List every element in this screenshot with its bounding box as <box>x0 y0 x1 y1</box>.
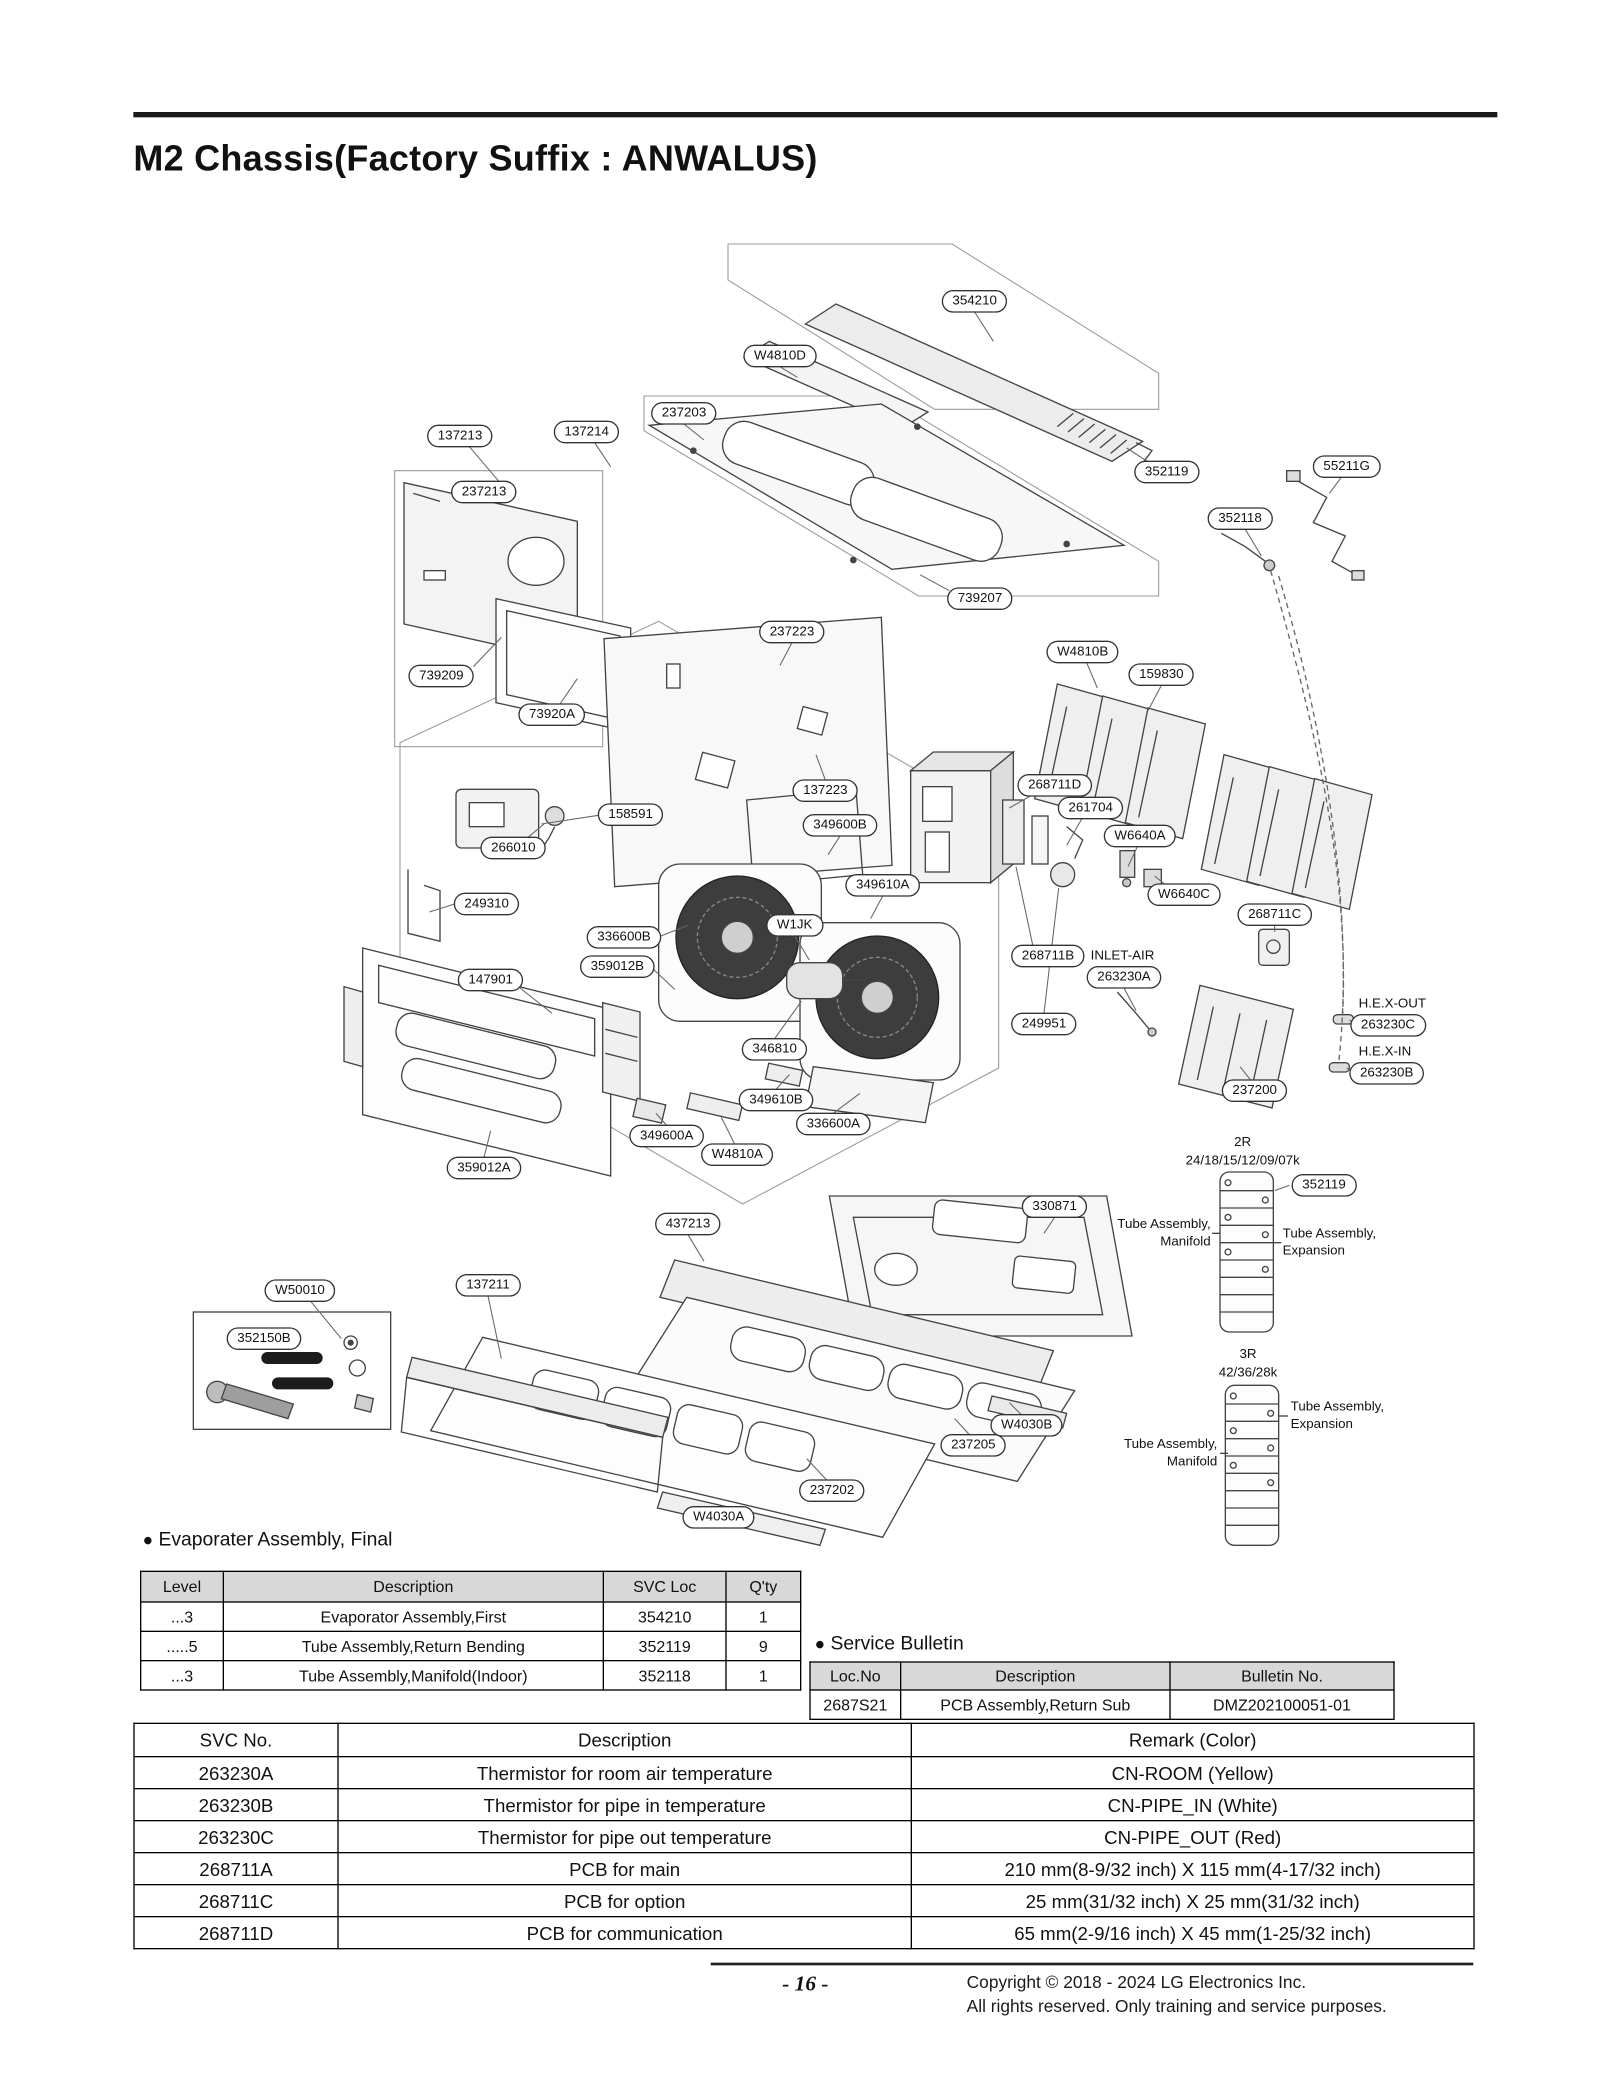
part-callout-268711B: 268711B <box>1011 945 1085 968</box>
table-cell: Thermistor for pipe in temperature <box>338 1789 911 1821</box>
table-cell: DMZ202100051-01 <box>1170 1690 1394 1719</box>
part-callout-W4810D: W4810D <box>743 345 816 368</box>
part-callout-354210: 354210 <box>942 290 1008 313</box>
diagram-label: 2R <box>1234 1135 1252 1150</box>
part-callout-137211: 137211 <box>456 1274 521 1297</box>
group-hardware-kit <box>193 1312 390 1429</box>
table-cell: 1 <box>726 1661 801 1690</box>
bullet-icon: ● <box>814 1633 826 1654</box>
table-cell: Evaporator Assembly,First <box>223 1602 603 1631</box>
group-control-parts <box>408 789 564 941</box>
table-cell: 352119 <box>603 1631 726 1660</box>
diagram-label: 3R <box>1239 1347 1257 1362</box>
page-title: M2 Chassis(Factory Suffix : ANWALUS) <box>133 138 818 179</box>
part-callout-W4810A: W4810A <box>701 1143 773 1166</box>
column-header: Loc.No <box>810 1662 901 1690</box>
part-callout-261704: 261704 <box>1058 797 1124 820</box>
column-header: Q'ty <box>726 1571 801 1602</box>
table-cell: 25 mm(31/32 inch) X 25 mm(31/32 inch) <box>911 1885 1474 1917</box>
table-cell: 210 mm(8-9/32 inch) X 115 mm(4-17/32 inch) <box>911 1853 1474 1885</box>
part-callout-137214: 137214 <box>554 421 620 444</box>
table-cell: CN-PIPE_IN (White) <box>911 1789 1474 1821</box>
evaporator-assembly-heading-text: Evaporater Assembly, Final <box>158 1529 393 1551</box>
column-header: Level <box>141 1571 224 1602</box>
part-callout-73920A: 73920A <box>518 703 585 726</box>
part-callout-147901: 147901 <box>458 969 524 992</box>
part-callout-263230A: 263230A <box>1087 966 1162 989</box>
part-callout-55211G: 55211G <box>1313 455 1381 478</box>
part-callout-359012B: 359012B <box>580 955 655 978</box>
table-cell: 268711D <box>134 1917 338 1949</box>
part-callout-268711D: 268711D <box>1017 774 1091 797</box>
bullet-icon: ● <box>142 1529 154 1550</box>
diagram-label: Tube Assembly, Expansion <box>1282 1226 1377 1259</box>
table-cell: PCB for option <box>338 1885 911 1917</box>
part-callout-266010: 266010 <box>480 837 546 860</box>
column-header: Description <box>338 1723 911 1756</box>
part-callout-W4030B: W4030B <box>990 1414 1062 1437</box>
table-cell: CN-PIPE_OUT (Red) <box>911 1821 1474 1853</box>
table-cell: ...3 <box>141 1661 224 1690</box>
part-callout-W1JK: W1JK <box>766 914 823 937</box>
table-cell: 268711C <box>134 1885 338 1917</box>
part-callout-346810: 346810 <box>742 1038 808 1061</box>
part-callout-237203: 237203 <box>651 402 717 425</box>
part-callout-352119: 352119 <box>1292 1174 1357 1197</box>
service-bulletin-heading-text: Service Bulletin <box>830 1633 964 1655</box>
page-number: - 16 - <box>782 1973 829 1996</box>
part-callout-336600A: 336600A <box>796 1113 871 1136</box>
part-callout-W4030A: W4030A <box>682 1506 754 1529</box>
part-callout-249951: 249951 <box>1011 1013 1077 1036</box>
table-cell: Tube Assembly,Manifold(Indoor) <box>223 1661 603 1690</box>
table-cell: 9 <box>726 1631 801 1660</box>
group-tube-assemblies <box>1212 1172 1288 1545</box>
part-callout-137223: 137223 <box>792 779 858 802</box>
part-callout-237200: 237200 <box>1222 1079 1288 1102</box>
group-left-panels <box>404 483 631 732</box>
part-callout-263230B: 263230B <box>1349 1062 1424 1085</box>
column-header: Bulletin No. <box>1170 1662 1394 1690</box>
part-callout-352118: 352118 <box>1208 507 1273 530</box>
part-callout-237213: 237213 <box>451 481 517 504</box>
part-callout-739207: 739207 <box>947 587 1013 610</box>
table-cell: 65 mm(2-9/16 inch) X 45 mm(1-25/32 inch) <box>911 1917 1474 1949</box>
table-cell: CN-ROOM (Yellow) <box>911 1757 1474 1789</box>
table-cell: .....5 <box>141 1631 224 1660</box>
part-callout-159830: 159830 <box>1128 663 1194 686</box>
part-callout-237202: 237202 <box>799 1479 865 1502</box>
table-cell: Tube Assembly,Return Bending <box>223 1631 603 1660</box>
part-callout-W50010: W50010 <box>264 1279 335 1302</box>
part-callout-W4810B: W4810B <box>1046 641 1118 664</box>
part-callout-W6640C: W6640C <box>1147 883 1220 906</box>
table-cell: Thermistor for room air temperature <box>338 1757 911 1789</box>
table-cell: PCB for communication <box>338 1917 911 1949</box>
part-callout-263230C: 263230C <box>1350 1014 1425 1037</box>
part-callout-352119: 352119 <box>1134 461 1199 484</box>
part-callout-W6640A: W6640A <box>1104 825 1176 848</box>
part-callout-137213: 137213 <box>427 425 493 448</box>
table-cell: ...3 <box>141 1602 224 1631</box>
group-heat-exchangers <box>1035 684 1372 1108</box>
table-cell: PCB Assembly,Return Sub <box>901 1690 1170 1719</box>
group-blower-assembly <box>659 864 960 1123</box>
column-header: Description <box>901 1662 1170 1690</box>
table-cell: 263230C <box>134 1821 338 1853</box>
table-cell: 354210 <box>603 1602 726 1631</box>
table-cell: 263230A <box>134 1757 338 1789</box>
part-callout-336600B: 336600B <box>587 926 662 949</box>
diagram-label: Tube Assembly, Manifold <box>1123 1437 1218 1470</box>
part-callout-330871: 330871 <box>1022 1195 1088 1218</box>
column-header: Description <box>223 1571 603 1602</box>
table-cell: Thermistor for pipe out temperature <box>338 1821 911 1853</box>
part-callout-349600A: 349600A <box>629 1125 704 1148</box>
part-callout-349600B: 349600B <box>803 814 878 837</box>
column-header: SVC No. <box>134 1723 338 1756</box>
part-callout-349610B: 349610B <box>739 1089 814 1112</box>
table-cell: 2687S21 <box>810 1690 901 1719</box>
part-callout-739209: 739209 <box>408 665 474 688</box>
table-cell: 268711A <box>134 1853 338 1885</box>
table-cell: 352118 <box>603 1661 726 1690</box>
copyright-line-1: Copyright © 2018 - 2024 LG Electronics Inc. <box>966 1971 1307 1992</box>
part-callout-359012A: 359012A <box>447 1157 522 1180</box>
part-callout-437213: 437213 <box>655 1213 721 1236</box>
table-cell: PCB for main <box>338 1853 911 1885</box>
part-callout-349610A: 349610A <box>845 874 920 897</box>
diagram-label: Tube Assembly, Expansion <box>1290 1399 1385 1432</box>
part-callout-249310: 249310 <box>454 893 520 916</box>
table-cell: 263230B <box>134 1789 338 1821</box>
column-header: SVC Loc <box>603 1571 726 1602</box>
part-callout-158591: 158591 <box>598 803 664 826</box>
diagram-label: H.E.X-OUT <box>1358 996 1427 1012</box>
table-cell: 1 <box>726 1602 801 1631</box>
part-callout-237223: 237223 <box>759 621 825 644</box>
part-callout-268711C: 268711C <box>1237 903 1311 926</box>
diagram-label: 24/18/15/12/09/07k <box>1185 1153 1300 1169</box>
diagram-label: 42/36/28k <box>1218 1365 1278 1381</box>
column-header: Remark (Color) <box>911 1723 1474 1756</box>
diagram-label: INLET-AIR <box>1090 948 1155 964</box>
part-callout-237205: 237205 <box>940 1434 1006 1457</box>
copyright-line-2: All rights reserved. Only training and service purposes. <box>966 1995 1387 2016</box>
diagram-label: H.E.X-IN <box>1358 1044 1412 1060</box>
part-callout-352150B: 352150B <box>227 1327 302 1350</box>
group-middle-panel <box>604 617 892 886</box>
diagram-label: Tube Assembly, Manifold <box>1117 1217 1211 1250</box>
